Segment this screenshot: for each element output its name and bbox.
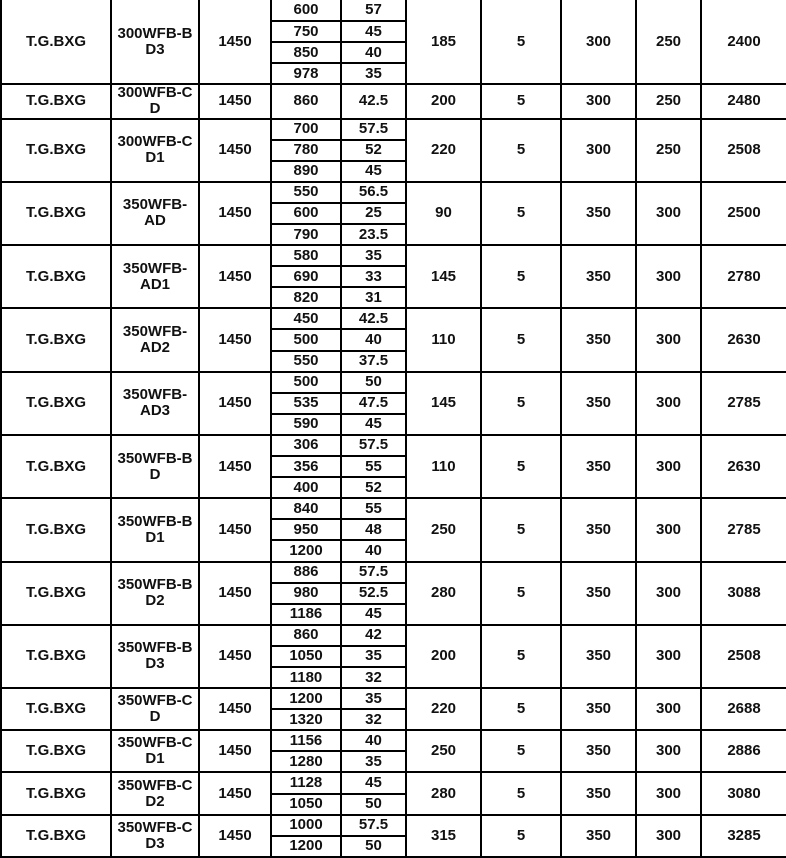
brand-cell: T.G.BXG bbox=[1, 625, 111, 688]
power-cell: 280 bbox=[406, 772, 481, 814]
power-cell: 220 bbox=[406, 688, 481, 730]
brand-cell: T.G.BXG bbox=[1, 498, 111, 561]
flow-cell: 1200 bbox=[271, 836, 341, 857]
power-cell: 315 bbox=[406, 815, 481, 857]
power-cell: 220 bbox=[406, 119, 481, 182]
inlet-cell: 350 bbox=[561, 435, 636, 498]
model-cell: 350WFB-C D bbox=[111, 688, 199, 730]
col7-cell: 5 bbox=[481, 308, 561, 371]
col7-cell: 5 bbox=[481, 245, 561, 308]
brand-cell: T.G.BXG bbox=[1, 182, 111, 245]
power-cell: 200 bbox=[406, 625, 481, 688]
table-row bbox=[1, 0, 786, 21]
speed-cell: 1450 bbox=[199, 0, 271, 84]
power-cell: 250 bbox=[406, 498, 481, 561]
head-cell: 31 bbox=[341, 287, 406, 308]
speed-cell: 1450 bbox=[199, 730, 271, 772]
table-row bbox=[1, 308, 786, 329]
flow-cell: 600 bbox=[271, 203, 341, 224]
speed-cell: 1450 bbox=[199, 562, 271, 625]
head-cell: 57.5 bbox=[341, 562, 406, 583]
power-cell: 90 bbox=[406, 182, 481, 245]
power-cell: 250 bbox=[406, 730, 481, 772]
model-cell: 350WFB-B D bbox=[111, 435, 199, 498]
flow-cell: 600 bbox=[271, 0, 341, 21]
inlet-cell: 350 bbox=[561, 730, 636, 772]
flow-cell: 690 bbox=[271, 266, 341, 287]
head-cell: 52 bbox=[341, 140, 406, 161]
weight-cell: 2688 bbox=[701, 688, 786, 730]
flow-cell: 1050 bbox=[271, 794, 341, 815]
speed-cell: 1450 bbox=[199, 308, 271, 371]
flow-cell: 700 bbox=[271, 119, 341, 140]
power-cell: 185 bbox=[406, 0, 481, 84]
weight-cell: 2886 bbox=[701, 730, 786, 772]
inlet-cell: 350 bbox=[561, 498, 636, 561]
inlet-cell: 350 bbox=[561, 688, 636, 730]
inlet-cell: 350 bbox=[561, 562, 636, 625]
head-cell: 40 bbox=[341, 42, 406, 63]
flow-cell: 535 bbox=[271, 393, 341, 414]
brand-cell: T.G.BXG bbox=[1, 562, 111, 625]
head-cell: 57.5 bbox=[341, 815, 406, 836]
col7-cell: 5 bbox=[481, 625, 561, 688]
outlet-cell: 300 bbox=[636, 308, 701, 371]
power-cell: 110 bbox=[406, 308, 481, 371]
outlet-cell: 300 bbox=[636, 730, 701, 772]
col7-cell: 5 bbox=[481, 119, 561, 182]
outlet-cell: 300 bbox=[636, 625, 701, 688]
model-cell: 350WFB-B D1 bbox=[111, 498, 199, 561]
head-cell: 45 bbox=[341, 21, 406, 42]
model-cell: 350WFB-AD bbox=[111, 182, 199, 245]
outlet-cell: 300 bbox=[636, 688, 701, 730]
brand-cell: T.G.BXG bbox=[1, 372, 111, 435]
head-cell: 55 bbox=[341, 456, 406, 477]
table-row bbox=[1, 730, 786, 751]
head-cell: 42.5 bbox=[341, 84, 406, 118]
flow-cell: 1180 bbox=[271, 667, 341, 688]
head-cell: 35 bbox=[341, 751, 406, 772]
outlet-cell: 300 bbox=[636, 772, 701, 814]
outlet-cell: 250 bbox=[636, 84, 701, 118]
col7-cell: 5 bbox=[481, 815, 561, 857]
brand-cell: T.G.BXG bbox=[1, 245, 111, 308]
table-row bbox=[1, 435, 786, 456]
flow-cell: 1320 bbox=[271, 709, 341, 730]
inlet-cell: 300 bbox=[561, 119, 636, 182]
flow-cell: 1280 bbox=[271, 751, 341, 772]
outlet-cell: 300 bbox=[636, 182, 701, 245]
brand-cell: T.G.BXG bbox=[1, 119, 111, 182]
speed-cell: 1450 bbox=[199, 245, 271, 308]
flow-cell: 580 bbox=[271, 245, 341, 266]
col7-cell: 5 bbox=[481, 372, 561, 435]
outlet-cell: 300 bbox=[636, 245, 701, 308]
weight-cell: 2630 bbox=[701, 308, 786, 371]
flow-cell: 890 bbox=[271, 161, 341, 182]
table-row bbox=[1, 772, 786, 793]
model-cell: 350WFB-B D3 bbox=[111, 625, 199, 688]
weight-cell: 2508 bbox=[701, 119, 786, 182]
speed-cell: 1450 bbox=[199, 372, 271, 435]
head-cell: 45 bbox=[341, 772, 406, 793]
flow-cell: 400 bbox=[271, 477, 341, 498]
outlet-cell: 250 bbox=[636, 0, 701, 84]
table-row bbox=[1, 182, 786, 203]
flow-cell: 860 bbox=[271, 84, 341, 118]
flow-cell: 860 bbox=[271, 625, 341, 646]
weight-cell: 2480 bbox=[701, 84, 786, 118]
head-cell: 57 bbox=[341, 0, 406, 21]
col7-cell: 5 bbox=[481, 772, 561, 814]
model-cell: 300WFB-B D3 bbox=[111, 0, 199, 84]
table-row bbox=[1, 562, 786, 583]
table-row bbox=[1, 245, 786, 266]
head-cell: 35 bbox=[341, 63, 406, 84]
table-row bbox=[1, 372, 786, 393]
head-cell: 45 bbox=[341, 161, 406, 182]
head-cell: 52 bbox=[341, 477, 406, 498]
model-cell: 350WFB-C D2 bbox=[111, 772, 199, 814]
head-cell: 40 bbox=[341, 730, 406, 751]
model-cell: 350WFB-AD3 bbox=[111, 372, 199, 435]
inlet-cell: 350 bbox=[561, 372, 636, 435]
flow-cell: 1200 bbox=[271, 688, 341, 709]
head-cell: 55 bbox=[341, 498, 406, 519]
head-cell: 50 bbox=[341, 794, 406, 815]
model-cell: 300WFB-C D1 bbox=[111, 119, 199, 182]
flow-cell: 950 bbox=[271, 519, 341, 540]
inlet-cell: 350 bbox=[561, 625, 636, 688]
flow-cell: 550 bbox=[271, 351, 341, 372]
brand-cell: T.G.BXG bbox=[1, 815, 111, 857]
flow-cell: 840 bbox=[271, 498, 341, 519]
brand-cell: T.G.BXG bbox=[1, 308, 111, 371]
outlet-cell: 300 bbox=[636, 435, 701, 498]
speed-cell: 1450 bbox=[199, 688, 271, 730]
power-cell: 110 bbox=[406, 435, 481, 498]
head-cell: 32 bbox=[341, 667, 406, 688]
head-cell: 45 bbox=[341, 414, 406, 435]
table-row bbox=[1, 688, 786, 709]
table-row bbox=[1, 119, 786, 140]
flow-cell: 980 bbox=[271, 583, 341, 604]
flow-cell: 750 bbox=[271, 21, 341, 42]
col7-cell: 5 bbox=[481, 498, 561, 561]
brand-cell: T.G.BXG bbox=[1, 772, 111, 814]
head-cell: 35 bbox=[341, 646, 406, 667]
model-cell: 350WFB-C D3 bbox=[111, 815, 199, 857]
flow-cell: 356 bbox=[271, 456, 341, 477]
flow-cell: 850 bbox=[271, 42, 341, 63]
brand-cell: T.G.BXG bbox=[1, 730, 111, 772]
inlet-cell: 350 bbox=[561, 815, 636, 857]
col7-cell: 5 bbox=[481, 435, 561, 498]
head-cell: 32 bbox=[341, 709, 406, 730]
head-cell: 48 bbox=[341, 519, 406, 540]
speed-cell: 1450 bbox=[199, 182, 271, 245]
col7-cell: 5 bbox=[481, 182, 561, 245]
weight-cell: 2500 bbox=[701, 182, 786, 245]
head-cell: 57.5 bbox=[341, 119, 406, 140]
head-cell: 52.5 bbox=[341, 583, 406, 604]
speed-cell: 1450 bbox=[199, 772, 271, 814]
outlet-cell: 300 bbox=[636, 372, 701, 435]
brand-cell: T.G.BXG bbox=[1, 435, 111, 498]
head-cell: 40 bbox=[341, 540, 406, 561]
col7-cell: 5 bbox=[481, 688, 561, 730]
inlet-cell: 350 bbox=[561, 308, 636, 371]
speed-cell: 1450 bbox=[199, 625, 271, 688]
weight-cell: 2785 bbox=[701, 372, 786, 435]
weight-cell: 2785 bbox=[701, 498, 786, 561]
head-cell: 35 bbox=[341, 688, 406, 709]
head-cell: 37.5 bbox=[341, 351, 406, 372]
outlet-cell: 300 bbox=[636, 562, 701, 625]
col7-cell: 5 bbox=[481, 562, 561, 625]
weight-cell: 3088 bbox=[701, 562, 786, 625]
head-cell: 25 bbox=[341, 203, 406, 224]
table-row bbox=[1, 498, 786, 519]
power-cell: 280 bbox=[406, 562, 481, 625]
inlet-cell: 350 bbox=[561, 772, 636, 814]
head-cell: 56.5 bbox=[341, 182, 406, 203]
power-cell: 145 bbox=[406, 372, 481, 435]
model-cell: 350WFB-AD2 bbox=[111, 308, 199, 371]
model-cell: 350WFB-C D1 bbox=[111, 730, 199, 772]
flow-cell: 306 bbox=[271, 435, 341, 456]
head-cell: 23.5 bbox=[341, 224, 406, 245]
power-cell: 145 bbox=[406, 245, 481, 308]
power-cell: 200 bbox=[406, 84, 481, 118]
table-body bbox=[1, 0, 786, 857]
flow-cell: 780 bbox=[271, 140, 341, 161]
head-cell: 47.5 bbox=[341, 393, 406, 414]
flow-cell: 1000 bbox=[271, 815, 341, 836]
speed-cell: 1450 bbox=[199, 815, 271, 857]
model-cell: 300WFB-C D bbox=[111, 84, 199, 118]
flow-cell: 1200 bbox=[271, 540, 341, 561]
weight-cell: 3080 bbox=[701, 772, 786, 814]
flow-cell: 886 bbox=[271, 562, 341, 583]
flow-cell: 820 bbox=[271, 287, 341, 308]
head-cell: 40 bbox=[341, 329, 406, 350]
flow-cell: 1186 bbox=[271, 604, 341, 625]
inlet-cell: 350 bbox=[561, 182, 636, 245]
col7-cell: 5 bbox=[481, 730, 561, 772]
outlet-cell: 250 bbox=[636, 119, 701, 182]
head-cell: 42.5 bbox=[341, 308, 406, 329]
flow-cell: 500 bbox=[271, 329, 341, 350]
weight-cell: 2508 bbox=[701, 625, 786, 688]
head-cell: 42 bbox=[341, 625, 406, 646]
table-row bbox=[1, 84, 786, 118]
speed-cell: 1450 bbox=[199, 498, 271, 561]
flow-cell: 790 bbox=[271, 224, 341, 245]
col7-cell: 5 bbox=[481, 0, 561, 84]
head-cell: 50 bbox=[341, 372, 406, 393]
head-cell: 50 bbox=[341, 836, 406, 857]
model-cell: 350WFB-AD1 bbox=[111, 245, 199, 308]
weight-cell: 2630 bbox=[701, 435, 786, 498]
table-row bbox=[1, 625, 786, 646]
inlet-cell: 300 bbox=[561, 84, 636, 118]
weight-cell: 2780 bbox=[701, 245, 786, 308]
head-cell: 35 bbox=[341, 245, 406, 266]
flow-cell: 590 bbox=[271, 414, 341, 435]
flow-cell: 1156 bbox=[271, 730, 341, 751]
flow-cell: 550 bbox=[271, 182, 341, 203]
head-cell: 45 bbox=[341, 604, 406, 625]
speed-cell: 1450 bbox=[199, 84, 271, 118]
flow-cell: 1050 bbox=[271, 646, 341, 667]
flow-cell: 1128 bbox=[271, 772, 341, 793]
brand-cell: T.G.BXG bbox=[1, 688, 111, 730]
flow-cell: 500 bbox=[271, 372, 341, 393]
speed-cell: 1450 bbox=[199, 119, 271, 182]
speed-cell: 1450 bbox=[199, 435, 271, 498]
flow-cell: 450 bbox=[271, 308, 341, 329]
inlet-cell: 350 bbox=[561, 245, 636, 308]
weight-cell: 3285 bbox=[701, 815, 786, 857]
outlet-cell: 300 bbox=[636, 498, 701, 561]
head-cell: 33 bbox=[341, 266, 406, 287]
flow-cell: 978 bbox=[271, 63, 341, 84]
table-row bbox=[1, 815, 786, 836]
outlet-cell: 300 bbox=[636, 815, 701, 857]
brand-cell: T.G.BXG bbox=[1, 84, 111, 118]
weight-cell: 2400 bbox=[701, 0, 786, 84]
brand-cell: T.G.BXG bbox=[1, 0, 111, 84]
head-cell: 57.5 bbox=[341, 435, 406, 456]
inlet-cell: 300 bbox=[561, 0, 636, 84]
col7-cell: 5 bbox=[481, 84, 561, 118]
model-cell: 350WFB-B D2 bbox=[111, 562, 199, 625]
